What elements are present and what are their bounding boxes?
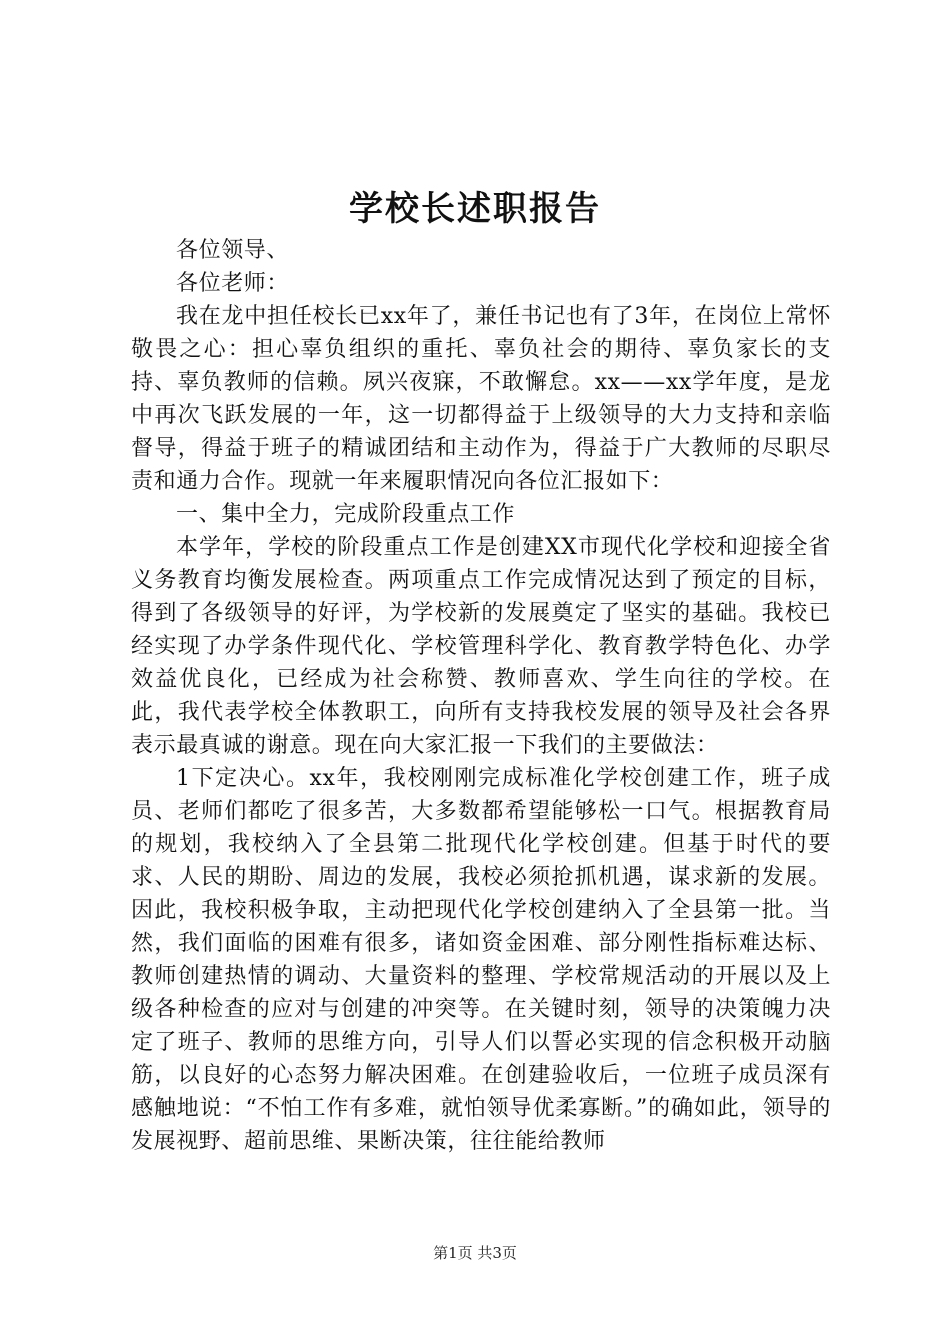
salutation-teachers: 各位老师： [176, 271, 290, 296]
document-title: 学校长述职报告 [349, 189, 601, 229]
section-heading: 一、集中全力，完成阶段重点工作 [176, 502, 516, 527]
document-body [131, 234, 831, 1158]
page-number-footer: 第1页 共3页 [433, 1244, 517, 1262]
paragraph-key-work: 本学年，学校的阶段重点工作是创建XX市现代化学校和迎接全省义务教育均衡发展检查。两项重点工作完成情况达到了预定的目标，得到了各级领导的好评，为学校新的发展奠定了坚实的基础。我校已经实现了办学条件现代化、学校管理科学化、教育教学特色化、办学效益优良化，已经成为社会称赞、教师喜欢、学生向往的学校。在此，我代表学校全体教职工，向所有支持我校发展的领导及社会各界表示最真诚的谢意。现在向大家汇报一下我们的主要做法： [131, 535, 831, 758]
salutation-leaders: 各位领导、 [176, 238, 290, 263]
paragraph-determination: 1下定决心。xx年，我校刚刚完成标准化学校创建工作，班子成员、老师们都吃了很多苦，大多数都希望能够松一口气。根据教育局的规划，我校纳入了全县第二批现代化学校创建。但基于时代的要求、人民的期盼、周边的发展，我校必须抢抓机遇，谋求新的发展。因此，我校积极争取，主动把现代化学校创建纳入了全县第一批。当然，我们面临的困难有很多，诸如资金困难、部分刚性指标难达标、教师创建热情的调动、大量资料的整理、学校常规活动的开展以及上级各种检查的应对与创建的冲突等。在关键时刻，领导的决策魄力决定了班子、教师的思维方向，引导人们以誓必实现的信念积极开动脑筋，以良好的心态努力解决困难。在创建验收后，一位班子成员深有感触地说：“不怕工作有多难，就怕领导优柔寡断。”的确如此，领导的发展视野、超前思维、果断决策，往往能给教师 [131, 766, 831, 1154]
paragraph-intro: 我在龙中担任校长已xx年了，兼任书记也有了3年，在岗位上常怀敬畏之心：担心辜负组织的重托、辜负社会的期待、辜负家长的支持、辜负教师的信赖。夙兴夜寐，不敢懈怠。xx——xx学年度，是龙中再次飞跃发展的一年，这一切都得益于上级领导的大力支持和亲临督导，得益于班子的精诚团结和主动作为，得益于广大教师的尽职尽责和通力合作。现就一年来履职情况向各位汇报如下： [131, 304, 831, 494]
